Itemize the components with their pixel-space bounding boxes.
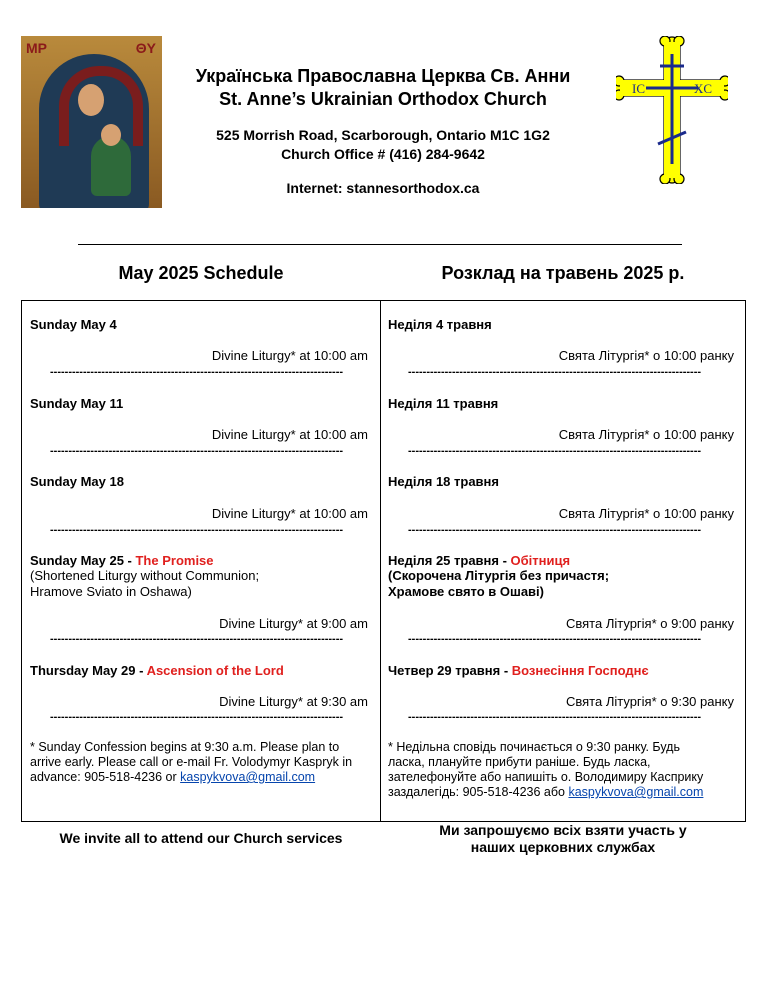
dash-divider: -------------------------------------------------------------------------------- xyxy=(50,633,344,645)
entry-day: Неділя 11 травня xyxy=(388,396,499,411)
schedule-entry xyxy=(388,553,734,645)
email-link[interactable]: kaspykvova@gmail.com xyxy=(568,785,704,799)
church-phone: Church Office # (416) 284-9642 xyxy=(281,146,485,162)
footnote-line: arrive early. Please call or e-mail Fr. Volodymyr Kaspryk in xyxy=(30,755,353,769)
church-address: 525 Morrish Road, Scarborough, Ontario M1C 1G2 xyxy=(216,127,550,143)
entry-note: (Shortened Liturgy without Communion; xyxy=(30,568,260,583)
cross-letters-right: XC xyxy=(694,81,713,96)
schedule-entry xyxy=(388,396,734,457)
church-title-english: St. Anne’s Ukrainian Orthodox Church xyxy=(219,89,547,109)
church-title-ukrainian: Українська Православна Церква Св. Анни xyxy=(195,66,571,86)
entry-service: Свята Літургія* о 10:00 ранку xyxy=(558,348,734,363)
invitation-uk-line: наших церковних службах xyxy=(470,839,656,855)
schedule-title-uk: Розклад на травень 2025 р. xyxy=(441,263,685,283)
entry-service: Свята Літургія* о 9:00 ранку xyxy=(565,616,734,631)
entry-day: Sunday May 11 xyxy=(30,396,124,411)
entry-service: Divine Liturgy* at 9:00 am xyxy=(219,616,368,631)
entry-service: Свята Літургія* о 10:00 ранку xyxy=(558,506,734,521)
entry-feast: Вознесіння Господнє xyxy=(511,663,649,678)
dash-divider: -------------------------------------------------------------------------------- xyxy=(408,445,702,457)
schedule-entry xyxy=(388,317,734,378)
entry-day: Sunday May 4 xyxy=(30,317,117,332)
dash-divider: -------------------------------------------------------------------------------- xyxy=(408,366,702,378)
footnote-line: * Недільна сповідь починається о 9:30 ранку. Будь xyxy=(388,740,680,754)
icon-letters-right: ΘY xyxy=(135,40,156,56)
invitation-uk-line: Ми запрошуємо всіх взяти участь у xyxy=(439,822,687,838)
dash-divider: -------------------------------------------------------------------------------- xyxy=(408,524,702,536)
entry-service: Свята Літургія* о 9:30 ранку xyxy=(565,694,734,709)
schedule-entry xyxy=(388,474,734,536)
entry-day: Thursday May 29 - xyxy=(30,663,147,678)
footnote-line: зателефонуйте або напишіть о. Володимиру Касприку xyxy=(388,770,704,784)
dash-divider: -------------------------------------------------------------------------------- xyxy=(50,524,344,536)
entry-day: Неділя 18 травня xyxy=(388,474,499,489)
schedule-entry xyxy=(30,317,368,378)
column-divider xyxy=(380,300,381,822)
footnote-line: advance: 905-518-4236 or xyxy=(30,770,181,784)
invitation-uk xyxy=(382,822,744,856)
entry-service: Divine Liturgy* at 10:00 am xyxy=(211,427,368,442)
email-link[interactable]: kaspykvova@gmail.com xyxy=(180,770,316,784)
schedule-title-en: May 2025 Schedule xyxy=(118,263,284,283)
entry-note: Hramove Sviato in Oshawa) xyxy=(30,584,192,599)
schedule-entry xyxy=(388,663,734,723)
entry-feast: Ascension of the Lord xyxy=(146,663,284,678)
dash-divider: -------------------------------------------------------------------------------- xyxy=(50,366,344,378)
schedule-entry xyxy=(30,474,368,536)
entry-day: Четвер 29 травня - xyxy=(388,663,512,678)
entry-day: Неділя 25 травня - xyxy=(388,553,511,568)
entry-day: Sunday May 18 xyxy=(30,474,124,489)
entry-note: Храмове свято в Ошаві) xyxy=(388,584,544,599)
schedule-entry xyxy=(30,553,368,645)
schedule-entry xyxy=(30,396,368,457)
dash-divider: -------------------------------------------------------------------------------- xyxy=(50,445,344,457)
entry-note: (Скорочена Літургія без причастя; xyxy=(388,568,610,583)
orthodox-cross-icon xyxy=(616,36,728,184)
entry-feast: Обітниця xyxy=(510,553,571,568)
entry-service: Свята Літургія* о 10:00 ранку xyxy=(558,427,734,442)
footnote-en xyxy=(30,740,368,785)
footnote-uk xyxy=(388,740,734,800)
entry-day: Sunday May 25 - xyxy=(30,553,136,568)
entry-service: Divine Liturgy* at 9:30 am xyxy=(219,694,368,709)
entry-service: Divine Liturgy* at 10:00 am xyxy=(211,506,368,521)
entry-day: Неділя 4 травня xyxy=(388,317,492,332)
cross-letters-left: IC xyxy=(632,81,645,96)
dash-divider: -------------------------------------------------------------------------------- xyxy=(50,711,344,723)
dash-divider: -------------------------------------------------------------------------------- xyxy=(408,633,702,645)
theotokos-icon-image xyxy=(21,36,162,208)
header-divider xyxy=(78,244,682,245)
entry-service: Divine Liturgy* at 10:00 am xyxy=(211,348,368,363)
church-website: Internet: stannesorthodox.ca xyxy=(286,180,480,196)
icon-letters-left: MP xyxy=(26,40,47,56)
footnote-line: * Sunday Confession begins at 9:30 a.m. Please plan to xyxy=(30,740,340,754)
dash-divider: -------------------------------------------------------------------------------- xyxy=(408,711,702,723)
footnote-line: заздалегідь: 905-518-4236 або xyxy=(388,785,569,799)
entry-feast: The Promise xyxy=(135,553,214,568)
schedule-entry xyxy=(30,663,368,723)
footnote-line: ласка, плануйте прибути раніше. Будь ласка, xyxy=(388,755,651,769)
invitation-en: We invite all to attend our Church services xyxy=(59,830,343,846)
